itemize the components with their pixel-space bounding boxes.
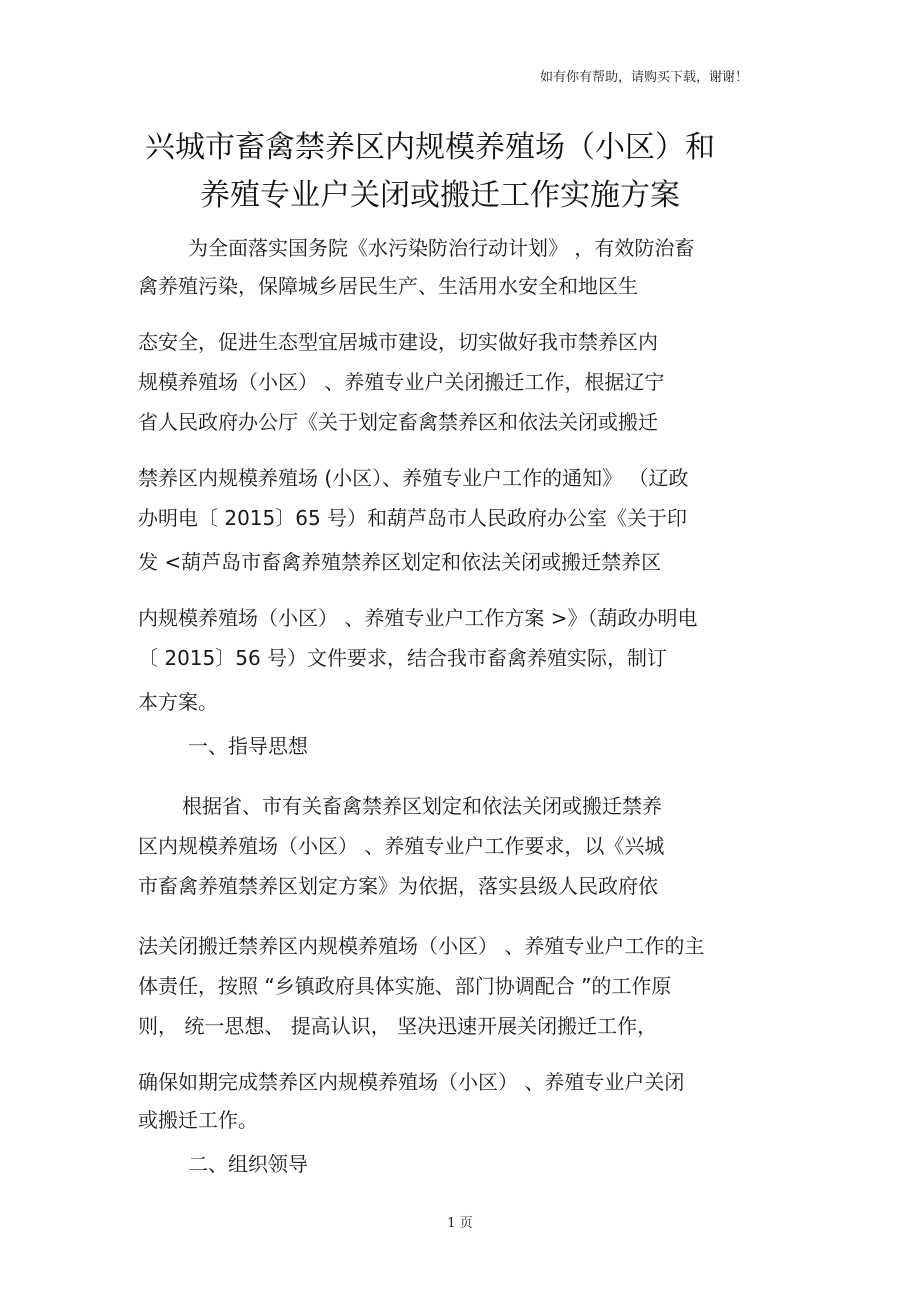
paragraph-line: 内规模养殖场（小区） 、养殖专业户工作方案 >》（葫政办明电: [138, 606, 698, 630]
paragraph-line: 禁养区内规模养殖场 (小区）、养殖专业户工作的通知》 （辽政: [138, 466, 689, 490]
document-title-line-2: 养殖专业户关闭或搬迁工作实施方案: [200, 178, 680, 213]
section-heading: 二、组织领导: [188, 1152, 308, 1176]
paragraph-line: 禽养殖污染，保障城乡居民生产、生活用水安全和地区生: [138, 274, 638, 298]
paragraph-line: 发 <葫芦岛市畜禽养殖禁养区划定和依法关闭或搬迁禁养区: [138, 550, 662, 574]
paragraph-line: 〔 2015〕56 号）文件要求，结合我市畜禽养殖实际，制订: [138, 646, 668, 670]
paragraph-line: 为全面落实国务院《水污染防治行动计划》 ，有效防治畜: [188, 236, 695, 260]
header-note: 如有你有帮助，请购买下载，谢谢！: [539, 70, 748, 85]
paragraph-line: 本方案。: [138, 690, 218, 714]
paragraph-line: 办明电〔 2015〕65 号）和葫芦岛市人民政府办公室《关于印: [138, 506, 688, 530]
document-title-line-1: 兴城市畜禽禁养区内规模养殖场（小区）和: [145, 130, 715, 165]
paragraph-line: 或搬迁工作。: [138, 1108, 258, 1132]
paragraph-line: 体责任，按照 “乡镇政府具体实施、部门协调配合 ”的工作原: [138, 974, 672, 998]
paragraph-line: 市畜禽养殖禁养区划定方案》为依据，落实县级人民政府依: [138, 874, 658, 898]
paragraph-line: 态安全，促进生态型宜居城市建设，切实做好我市禁养区内: [138, 330, 658, 354]
section-heading: 一、指导思想: [188, 734, 308, 758]
paragraph-line: 根据省、市有关畜禽禁养区划定和依法关闭或搬迁禁养: [182, 794, 662, 818]
paragraph-line: 则， 统一思想、 提高认识， 坚决迅速开展关闭搬迁工作，: [138, 1014, 658, 1038]
paragraph-line: 法关闭搬迁禁养区内规模养殖场（小区） 、养殖专业户工作的主: [138, 934, 705, 958]
paragraph-line: 规模养殖场（小区） 、养殖专业户关闭搬迁工作，根据辽宁: [138, 370, 665, 394]
page-number: 1 页: [447, 1216, 473, 1231]
paragraph-line: 区内规模养殖场（小区） 、养殖专业户工作要求，以《兴城: [138, 834, 665, 858]
paragraph-line: 确保如期完成禁养区内规模养殖场（小区） 、养殖专业户关闭: [138, 1070, 685, 1094]
paragraph-line: 省人民政府办公厅《关于划定畜禽禁养区和依法关闭或搬迁: [138, 410, 658, 434]
